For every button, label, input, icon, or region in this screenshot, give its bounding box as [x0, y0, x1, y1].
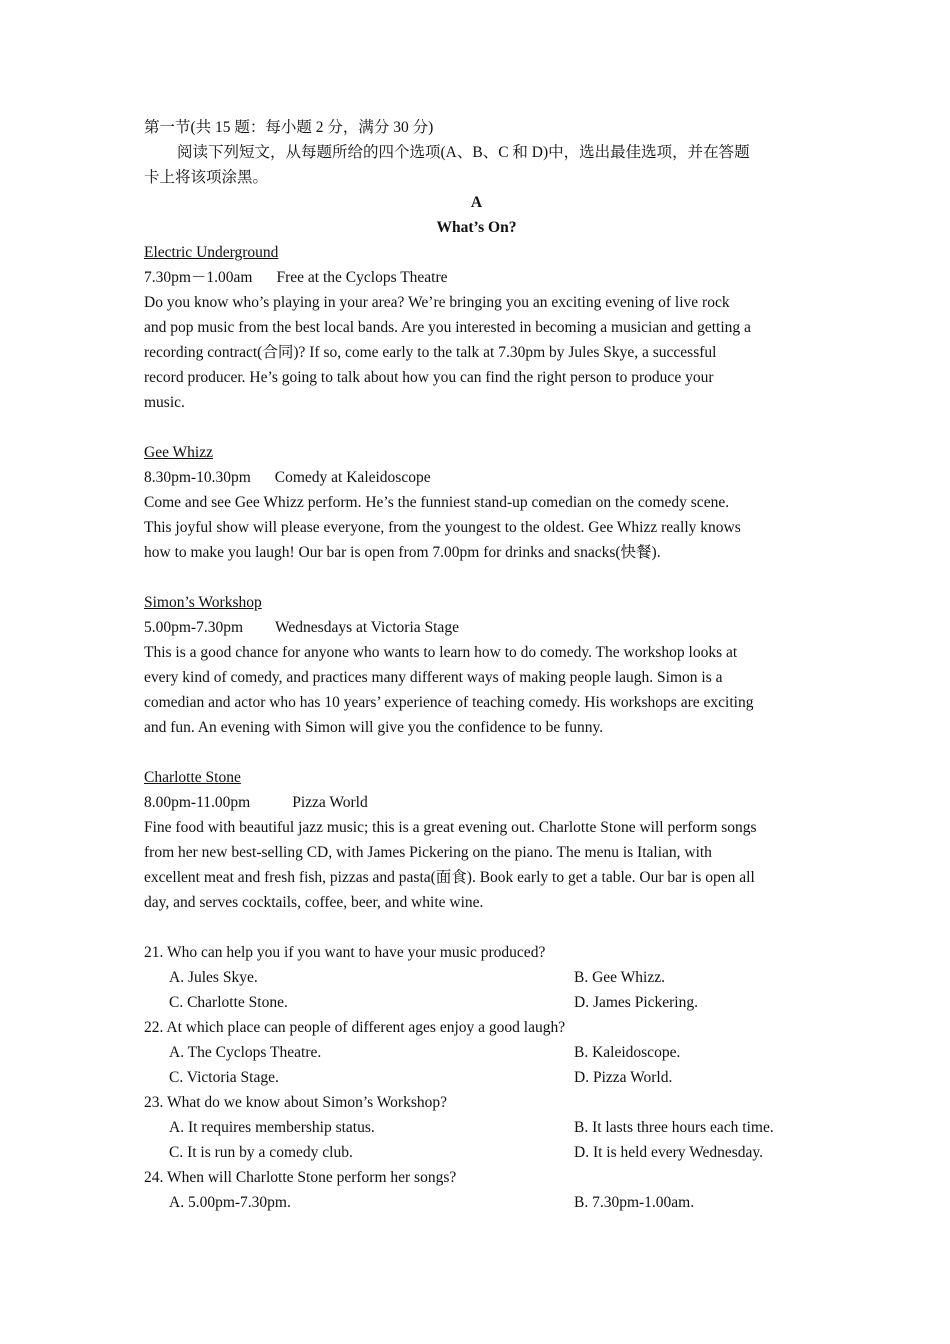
option-b: B. Kaleidoscope.	[574, 1044, 681, 1061]
passage-title: What’s On?	[436, 219, 517, 236]
instruction-line-1: 阅读下列短文，从每题所给的四个选项(A、B、C 和 D)中，选出最佳选项，并在答题	[177, 144, 750, 161]
event-text-line: Come and see Gee Whizz perform. He’s the funniest stand-up comedian on the comedy scene.	[144, 494, 730, 511]
event-electric-underground	[144, 240, 809, 415]
option-c: C. Victoria Stage.	[169, 1069, 279, 1086]
event-place: Pizza World	[292, 794, 368, 811]
event-title: Electric Underground	[144, 244, 279, 261]
event-text-line: Fine food with beautiful jazz music; this is a great evening out. Charlotte Stone will perform songs	[144, 819, 757, 836]
event-place: Wednesdays at Victoria Stage	[275, 619, 459, 636]
option-b: B. 7.30pm-1.00am.	[574, 1194, 695, 1211]
event-text-line: excellent meat and fresh fish, pizzas and pasta(面食). Book early to get a table. Our bar is open all	[144, 869, 755, 886]
event-place: Comedy at Kaleidoscope	[274, 469, 431, 486]
question-24	[144, 1165, 809, 1215]
event-text-line: every kind of comedy, and practices many different ways of making people laugh. Simon is a	[144, 669, 723, 686]
event-text-line: comedian and actor who has 10 years’ experience of teaching comedy. His workshops are exciting	[144, 694, 754, 711]
option-b: B. Gee Whizz.	[574, 969, 665, 986]
option-a: A. The Cyclops Theatre.	[169, 1044, 322, 1061]
option-d: D. It is held every Wednesday.	[574, 1144, 764, 1161]
option-a: A. Jules Skye.	[169, 969, 258, 986]
event-text-line: Do you know who’s playing in your area? We’re bringing you an exciting evening of live rock	[144, 294, 730, 311]
question-23	[144, 1090, 809, 1165]
event-text-line: how to make you laugh! Our bar is open from 7.00pm for drinks and snacks(快餐).	[144, 544, 661, 561]
question-21	[144, 940, 809, 1015]
passage-letter: A	[470, 194, 483, 211]
event-text-line: This joyful show will please everyone, from the youngest to the oldest. Gee Whizz really knows	[144, 519, 741, 536]
section-header: 第一节(共 15 题：每小题 2 分，满分 30 分)	[144, 119, 434, 136]
event-place: Free at the Cyclops Theatre	[276, 269, 448, 286]
question-text: 22. At which place can people of different ages enjoy a good laugh?	[144, 1019, 566, 1036]
event-simons-workshop	[144, 590, 809, 740]
option-d: D. Pizza World.	[574, 1069, 673, 1086]
event-title: Gee Whizz	[144, 444, 213, 461]
event-text-line: and pop music from the best local bands. Are you interested in becoming a musician and getting a	[144, 319, 751, 336]
question-text: 21. Who can help you if you want to have your music produced?	[144, 944, 546, 961]
event-text-line: from her new best-selling CD, with James Pickering on the piano. The menu is Italian, with	[144, 844, 712, 861]
option-c: C. It is run by a comedy club.	[169, 1144, 353, 1161]
option-c: C. Charlotte Stone.	[169, 994, 288, 1011]
instruction-line-2: 卡上将该项涂黑。	[144, 169, 269, 186]
event-text-line: record producer. He’s going to talk about how you can find the right person to produce your	[144, 369, 714, 386]
event-text-line: music.	[144, 394, 185, 411]
option-a: A. It requires membership status.	[169, 1119, 375, 1136]
event-charlotte-stone	[144, 765, 809, 915]
event-text-line: day, and serves cocktails, coffee, beer, and white wine.	[144, 894, 484, 911]
option-b: B. It lasts three hours each time.	[574, 1119, 774, 1136]
event-text-line: recording contract(合同)? If so, come early to the talk at 7.30pm by Jules Skye, a successful	[144, 344, 717, 361]
option-d: D. James Pickering.	[574, 994, 698, 1011]
question-text: 23. What do we know about Simon’s Workshop?	[144, 1094, 447, 1111]
event-text-line: and fun. An evening with Simon will give you the confidence to be funny.	[144, 719, 604, 736]
event-time: 8.30pm-10.30pm	[144, 469, 251, 486]
event-text-line: This is a good chance for anyone who wants to learn how to do comedy. The workshop looks at	[144, 644, 738, 661]
event-time: 7.30pm－1.00am	[144, 269, 253, 286]
event-gee-whizz	[144, 440, 809, 565]
document-page	[144, 115, 809, 1215]
event-time: 8.00pm-11.00pm	[144, 794, 251, 811]
question-22	[144, 1015, 809, 1090]
event-title: Charlotte Stone	[144, 769, 241, 786]
question-text: 24. When will Charlotte Stone perform her songs?	[144, 1169, 457, 1186]
option-a: A. 5.00pm-7.30pm.	[169, 1194, 291, 1211]
event-title: Simon’s Workshop	[144, 594, 262, 611]
event-time: 5.00pm-7.30pm	[144, 619, 244, 636]
